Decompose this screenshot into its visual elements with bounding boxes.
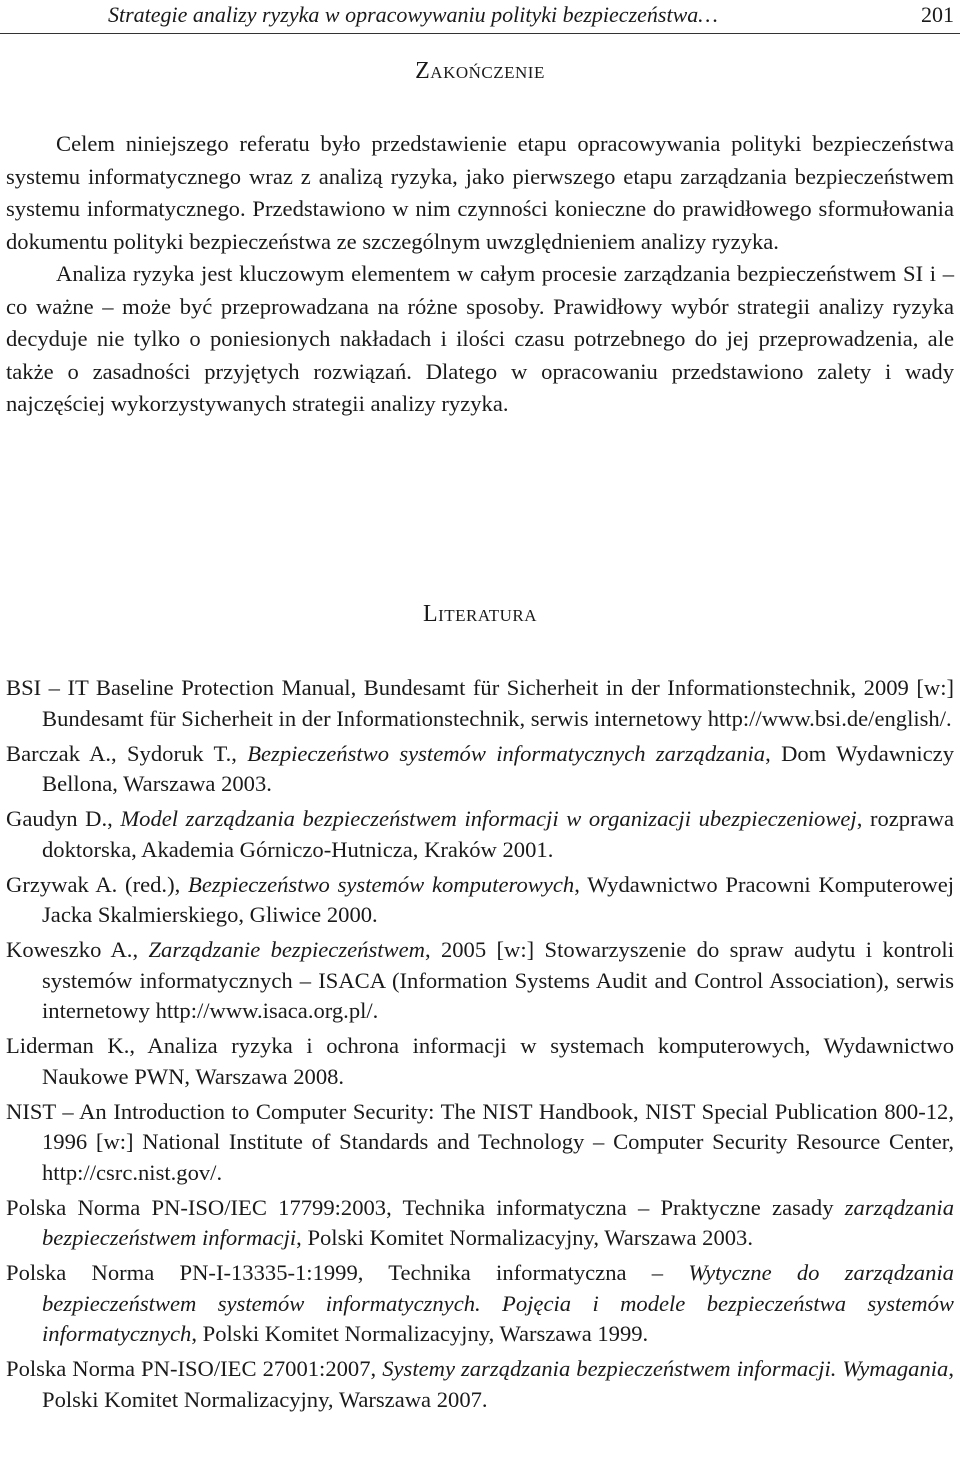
reference-item — [6, 1031, 954, 1092]
reference-text: Polska Norma PN-ISO/IEC 27001:2007, — [6, 1356, 383, 1381]
reference-item — [6, 935, 954, 1027]
reference-item — [6, 1193, 954, 1254]
reference-list — [6, 673, 954, 1420]
page-number: 201 — [921, 2, 954, 27]
reference-text: , Wydawnictwo Pracowni Komputerowej Jacka Skalmierskiego, Gliwice 2000. — [42, 871, 955, 927]
literature-heading: Literatura — [422, 601, 538, 627]
reference-text: Gaudyn D., — [6, 806, 121, 831]
reference-text: , Dom Wydawniczy Bellona, Warszawa 2003. — [42, 740, 954, 796]
reference-item — [6, 1354, 954, 1415]
reference-title: Zarządzanie bezpieczeństwem — [148, 937, 425, 962]
reference-title: Wytyczne do zarządzania bezpieczeństwem systemów informatycznych. Pojęcia i modele bezpieczeństwa systemów informatycznych — [42, 1260, 954, 1346]
reference-text: Polska Norma PN-I-13335-1:1999, Technika informatyczna – — [6, 1260, 689, 1285]
reference-text: , 2005 [w:] Stowarzyszenie do spraw audytu i kontroli systemów informatycznych – ISACA (Information Systems Audit and Control Association), serwis internetowy http://www.isaca.org.pl/. — [42, 937, 954, 1023]
reference-item — [6, 870, 954, 931]
reference-text: , Polski Komitet Normalizacyjny, Warszawa 2007. — [42, 1356, 954, 1412]
reference-text: , rozprawa doktorska, Akademia Górniczo-Hutnicza, Kraków 2001. — [42, 806, 954, 862]
reference-text: , Polski Komitet Normalizacyjny, Warszawa 1999. — [191, 1321, 649, 1346]
reference-item — [6, 1258, 954, 1350]
reference-title: Bezpieczeństwo systemów komputerowych — [188, 871, 575, 897]
reference-title: Model zarządzania bezpieczeństwem informacji w organizacji ubezpieczeniowej — [120, 806, 857, 831]
reference-item — [6, 1097, 954, 1189]
running-title: Strategie analizy ryzyka w opracowywaniu polityki bezpieczeństwa… — [108, 2, 718, 27]
reference-text: Koweszko A., — [6, 937, 149, 962]
reference-title: zarządzania bezpieczeństwem informacji — [42, 1194, 954, 1250]
reference-text: Grzywak A. (red.), — [6, 871, 189, 897]
running-header — [0, 0, 960, 34]
conclusion-paragraph: Celem niniejszego referatu było przedstawienie etapu opracowywania polityki bezpieczeństwa systemu informatycznego wraz z analizą ryzyka, jako pierwszego etapu zarządzania bezpieczeństwem systemu informatycznego. Przedstawiono w nim czynności konieczne do prawidłowego sformułowania dokumentu polityki bezpieczeństwa ze szczególnym uwzględnieniem analizy ryzyka. — [6, 131, 954, 254]
reference-text: Liderman K., Analiza ryzyka i ochrona informacji w systemach komputerowych, Wydawnictwo Naukowe PWN, Warszawa 2008. — [6, 1033, 954, 1089]
reference-item — [6, 804, 954, 865]
reference-title: Bezpieczeństwo systemów informatycznych zarządzania — [247, 740, 766, 766]
conclusion-paragraph: Analiza ryzyka jest kluczowym elementem w całym procesie zarządzania bezpieczeństwem SI i – co ważne – może być przeprowadzana na różne sposoby. Prawidłowy wybór strategii analizy ryzyka decyduje nie tylko o poniesionych nakładach i ilości czasu potrzebnego do jej przeprowadzenia, ale także o zasadności przyjętych rozwiązań. Dlatego w opracowaniu przedstawiono zalety i wady najczęściej wykorzystywanych strategii analizy ryzyka. — [6, 261, 954, 416]
reference-text: , Polski Komitet Normalizacyjny, Warszawa 2003. — [296, 1225, 754, 1250]
reference-text: Polska Norma PN-ISO/IEC 17799:2003, Technika informatyczna – Praktyczne zasady — [6, 1194, 845, 1220]
conclusion-heading: Zakończenie — [415, 58, 545, 84]
conclusion-body — [6, 128, 954, 421]
reference-text: BSI – IT Baseline Protection Manual, Bundesamt für Sicherheit in der Informationstechnik, 2009 [w:] Bundesamt für Sicherheit in der Informationstechnik, serwis internetowy http://www.bsi.de/english/. — [6, 675, 954, 731]
reference-title: Systemy zarządzania bezpieczeństwem informacji. Wymagania — [382, 1356, 949, 1381]
reference-text: NIST – An Introduction to Computer Security: The NIST Handbook, NIST Special Publication 800-12, 1996 [w:] National Institute of Standards and Technology – Computer Security Resource Center, http://csrc.nist.gov/. — [6, 1098, 954, 1185]
reference-text: Barczak A., Sydoruk T., — [6, 740, 248, 766]
reference-item — [6, 673, 954, 734]
reference-item — [6, 739, 954, 800]
